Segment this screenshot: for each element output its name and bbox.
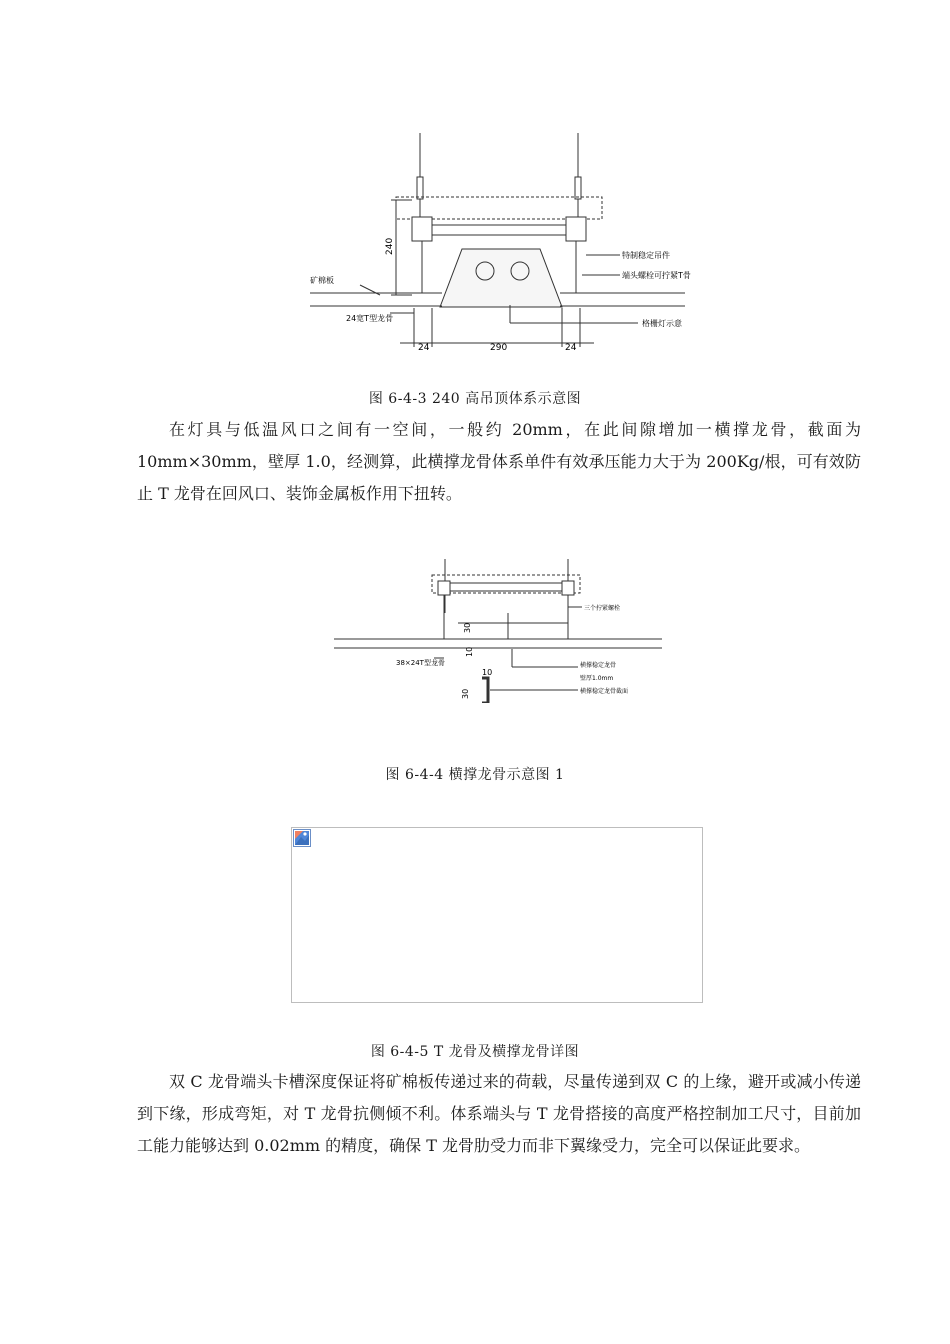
label-brace-keel: 横撑稳定龙骨 bbox=[580, 662, 617, 669]
label-special-hanger: 特制稳定吊件 bbox=[622, 251, 670, 260]
label-mineral-board: 矿棉板 bbox=[310, 276, 334, 285]
figure3-caption: 图 6-4-5 T 龙骨及横撑龙骨详图 bbox=[370, 1044, 580, 1060]
dim-10: 10 bbox=[465, 646, 474, 657]
dim-30: 30 bbox=[463, 622, 472, 633]
label-t-bar: 24宽T型龙骨 bbox=[346, 314, 394, 323]
figure-240-ceiling-diagram bbox=[300, 125, 720, 357]
broken-image-icon bbox=[293, 829, 311, 847]
broken-image-frame bbox=[291, 827, 703, 1003]
label-grille-lamp: 格栅灯示意 bbox=[642, 319, 682, 328]
dim-right: 24 bbox=[565, 343, 577, 353]
dim-middle: 290 bbox=[490, 343, 508, 353]
figure2-caption: 图 6-4-4 横撑龙骨示意图 1 bbox=[385, 767, 565, 783]
dim-10-section: 10 bbox=[482, 668, 493, 677]
label-end-bolt: 端头螺栓可拧紧T骨 bbox=[622, 271, 691, 280]
figure-brace-diagram bbox=[332, 553, 662, 703]
label-wall-thickness: 壁厚1.0mm bbox=[580, 675, 614, 682]
dim-height: 240 bbox=[385, 237, 395, 255]
dim-left: 24 bbox=[418, 343, 430, 353]
paragraph-double-c: 双 C 龙骨端头卡槽深度保证将矿棉板传递过来的荷载，尽量传递到双 C 的上缘，避开或减小传递到下缘，形成弯矩，对 T 龙骨抗侧倾不利。体系端头与 T 龙骨搭接的高度严格控制加工尺寸，目前加工能力能够达到 0.02mm 的精度，确保 T 龙骨肋受力而非下翼缘受力，完全可以保证此要求。 bbox=[137, 1072, 861, 1155]
figure1-caption: 图 6-4-3 240 高吊顶体系示意图 bbox=[368, 391, 582, 407]
label-t-bar-38: 38×24T型龙骨 bbox=[396, 659, 445, 667]
paragraph-brace: 在灯具与低温风口之间有一空间，一般约 20mm，在此间隙增加一横撑龙骨，截面为 10mm×30mm，壁厚 1.0，经测算，此横撑龙骨体系单件有效承压能力大于为 200Kg/根，可有效防止 T 龙骨在回风口、装饰金属板作用下扭转。 bbox=[137, 420, 861, 503]
label-tighten-bolts: 三个拧紧螺栓 bbox=[584, 605, 621, 612]
dim-30-section: 30 bbox=[461, 688, 470, 699]
label-brace-section: 横撑稳定龙骨截面 bbox=[580, 688, 629, 695]
